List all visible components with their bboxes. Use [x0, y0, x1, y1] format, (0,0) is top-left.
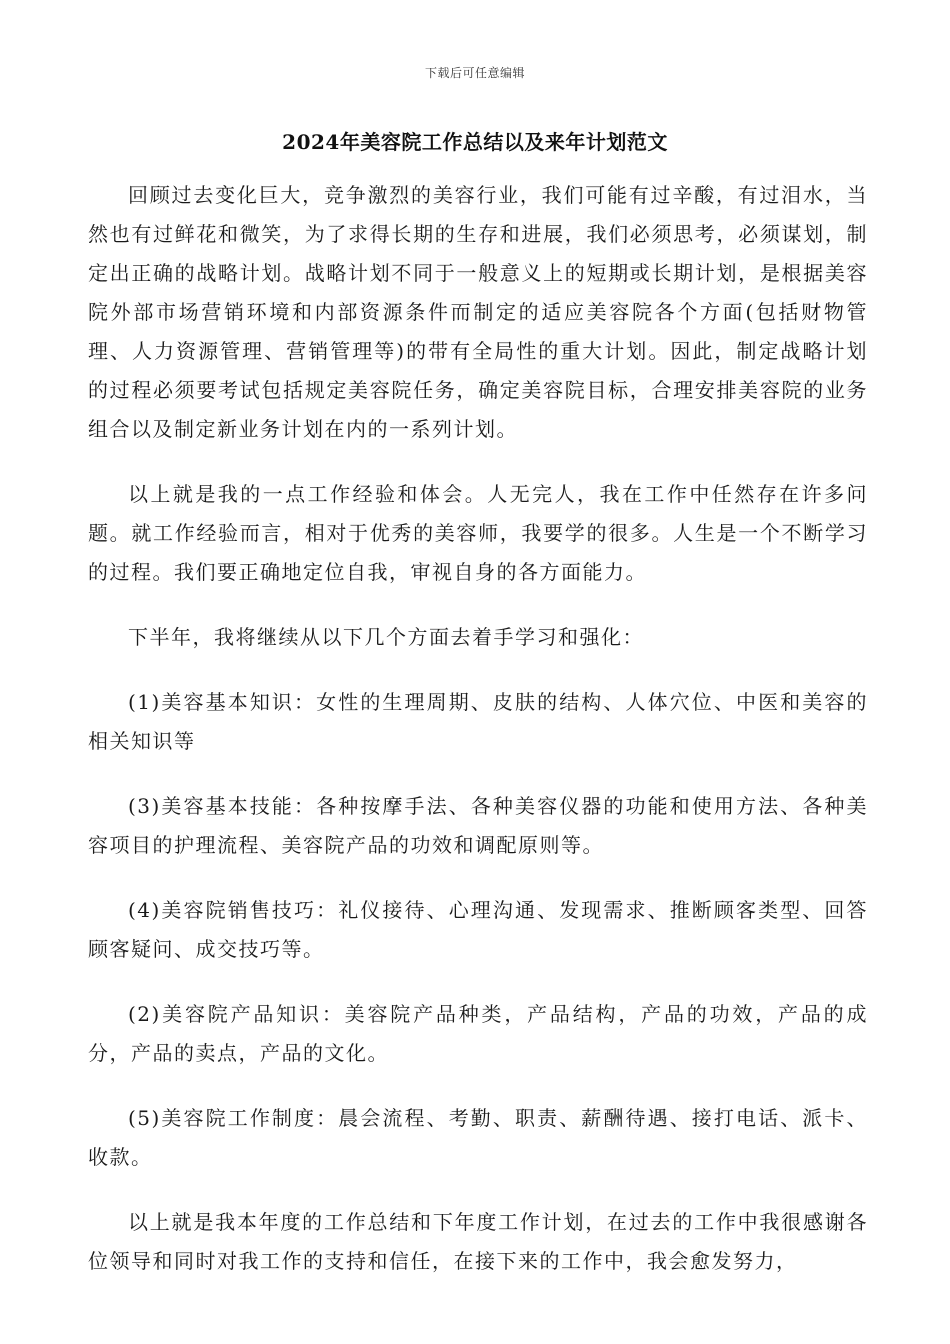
list-item: (5)美容院工作制度：晨会流程、考勤、职责、薪酬待遇、接打电话、派卡、收款。 — [88, 1106, 868, 1169]
paragraph-plan-intro: 下半年，我将继续从以下几个方面去着手学习和强化： — [128, 625, 644, 649]
document-body — [88, 176, 868, 1307]
list-item: (1)美容基本知识：女性的生理周期、皮肤的结构、人体穴位、中医和美容的相关知识等 — [88, 690, 868, 753]
paragraph-intro: 回顾过去变化巨大，竞争激烈的美容行业，我们可能有过辛酸，有过泪水，当然也有过鲜花和微笑，为了求得长期的生存和进展，我们必须思考，必须谋划，制定出正确的战略计划。战略计划不同于一般意义上的短期或长期计划，是根据美容院外部市场营销环境和内部资源条件而制定的适应美容院各个方面(包括财物管理、人力资源管理、营销管理等)的带有全局性的重大计划。因此，制定战略计划的过程必须要考试包括规定美容院任务，确定美容院目标，合理安排美容院的业务组合以及制定新业务计划在内的一系列计划。 — [88, 183, 868, 441]
document-title: 2024年美容院工作总结以及来年计划范文 — [282, 130, 668, 154]
list-item: (4)美容院销售技巧：礼仪接待、心理沟通、发现需求、推断顾客类型、回答顾客疑问、成交技巧等。 — [88, 898, 868, 961]
paragraph-closing: 以上就是我本年度的工作总结和下年度工作计划，在过去的工作中我很感谢各位领导和同时对我工作的支持和信任，在接下来的工作中，我会愈发努力， — [88, 1210, 868, 1273]
list-item: (3)美容基本技能：各种按摩手法、各种美容仪器的功能和使用方法、各种美容项目的护理流程、美容院产品的功效和调配原则等。 — [88, 794, 868, 857]
paragraph-experience: 以上就是我的一点工作经验和体会。人无完人，我在工作中任然存在许多问题。就工作经验而言，相对于优秀的美容师，我要学的很多。人生是一个不断学习的过程。我们要正确地定位自我，审视自身的各方面能力。 — [88, 482, 868, 584]
header-note: 下载后可任意编辑 — [424, 66, 525, 80]
list-item: (2)美容院产品知识：美容院产品种类，产品结构，产品的功效，产品的成分，产品的卖点，产品的文化。 — [88, 1002, 868, 1065]
